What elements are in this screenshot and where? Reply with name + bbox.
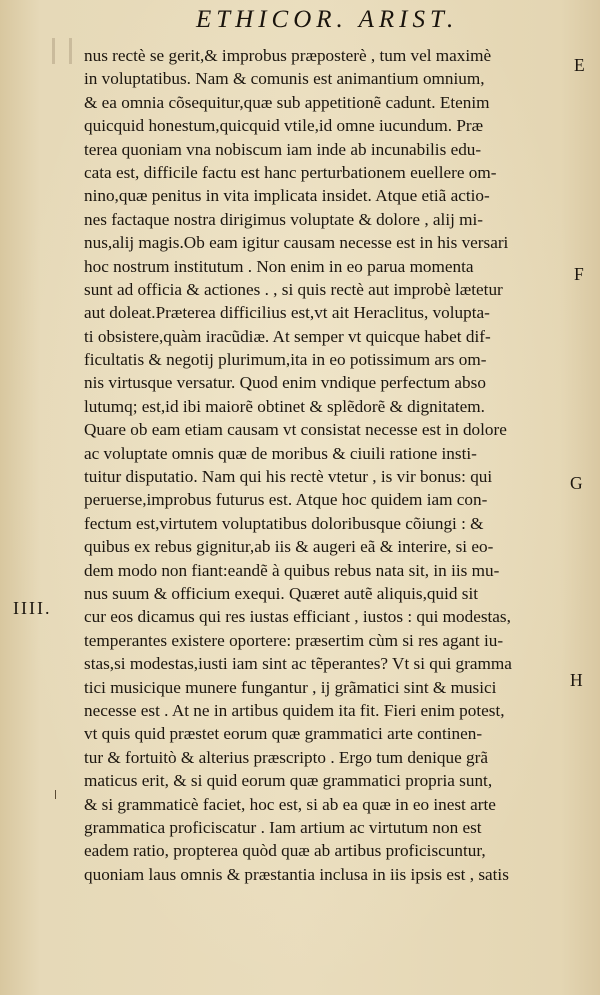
text-line: nes factaque nostra dirigimus voluptate & dolore , alij mi- — [84, 209, 484, 229]
text-line: quibus ex rebus gignitur,ab iis & augeri eã & interire, si eo- — [84, 537, 494, 557]
text-line: lutumq; est,id ibi maiorẽ obtinet & splẽdorẽ & dignitatem. — [84, 396, 485, 416]
text-line: peruerse,improbus futurus est. Atque hoc quidem iam con- — [84, 490, 488, 510]
text-line: quoniam laus omnis & præstantia inclusa in iis ipsis est , satis — [84, 864, 509, 884]
text-line: necesse est . At ne in artibus quidem ita fit. Fieri enim potest, — [84, 700, 505, 720]
text-line: fectum est,virtutem voluptatibus doloribusque cõiungi : & — [84, 513, 484, 533]
chapter-number: IIII. — [13, 598, 52, 618]
text-line: ficultatis & negotij plurimum,ita in eo potissimum ars om- — [84, 350, 487, 370]
text-line: ti obsistere,quàm iracũdiæ. At semper vt quicque habet dif- — [84, 326, 491, 346]
text-line: & ea omnia cõsequitur,quæ sub appetitionẽ cadunt. Etenim — [84, 92, 490, 112]
text-line: temperantes existere oportere: præsertim cùm si res agant iu- — [84, 630, 504, 650]
section-marker-g: G — [570, 473, 583, 493]
text-line: tur & fortuitò & alterius præscripto . Ergo tum denique grã — [84, 747, 488, 767]
text-line: cata est, difficile factu est hanc perturbationem euellere om- — [84, 162, 497, 182]
text-line: maticus erit, & si quid eorum quæ grammatici propria sunt, — [84, 771, 493, 791]
show-through-mark — [52, 38, 72, 64]
text-line: hoc nostrum institutum . Non enim in eo parua momenta — [84, 256, 474, 276]
text-line: grammatica proficiscatur . Iam artium ac virtutum non est — [84, 817, 482, 837]
stray-ink-mark — [55, 790, 56, 799]
text-line: stas,si modestas,iusti iam sint ac tẽperantes? Vt si qui gramma — [84, 654, 512, 674]
text-line: nus suum & officium exequi. Quæret autẽ aliquis,quid sit — [84, 583, 478, 603]
section-marker-e: E — [574, 55, 585, 75]
text-line: nis virtusque versatur. Quod enim vndique perfectum abso — [84, 373, 486, 393]
text-line: terea quoniam vna nobiscum iam inde ab incunabilis edu- — [84, 139, 482, 159]
text-line: dem modo non fiant:eandẽ à quibus rebus nata sit, in iis mu- — [84, 560, 500, 580]
text-line: vt quis quid præstet eorum quæ grammatici arte continen- — [84, 724, 483, 744]
text-line: sunt ad officia & actiones . , si quis rectè aut improbè lætetur — [84, 279, 503, 299]
text-line: nus rectè se gerit,& improbus præposterè , tum vel maximè — [84, 46, 492, 65]
section-marker-f: F — [574, 264, 584, 284]
running-head: ETHICOR. ARIST. — [196, 6, 459, 33]
text-line: quicquid honestum,quicquid vtile,id omne iucundum. Præ — [84, 116, 484, 136]
text-line: & si grammaticè faciet, hoc est, si ab ea quæ in eo inest arte — [84, 794, 496, 814]
text-block — [84, 44, 574, 886]
text-line: aut doleat.Præterea difficilius est,vt ait Heraclitus, volupta- — [84, 303, 490, 323]
text-line: ac voluptate omnis quæ de moribus & ciuili ratione insti- — [84, 443, 477, 463]
text-line: eadem ratio, propterea quòd quæ ab artibus proficiscuntur, — [84, 841, 486, 861]
text-line: tuitur disputatio. Nam qui his rectè vtetur , is vir bonus: qui — [84, 467, 493, 487]
section-marker-h: H — [570, 670, 583, 690]
text-line: in voluptatibus. Nam & comunis est animantium omnium, — [84, 69, 485, 89]
text-line: Quare ob eam etiam causam vt consistat necesse est in dolore — [84, 420, 507, 440]
text-line: cur eos dicamus qui res iustas efficiant , iustos : qui modestas, — [84, 607, 511, 627]
text-line: nus,alij magis.Ob eam igitur causam necesse est in his versari — [84, 233, 509, 253]
text-line: tici musicique munere fungantur , ij grãmatici sint & musici — [84, 677, 497, 697]
text-line: nino,quæ penitus in vita implicata insidet. Atque etiã actio- — [84, 186, 490, 206]
